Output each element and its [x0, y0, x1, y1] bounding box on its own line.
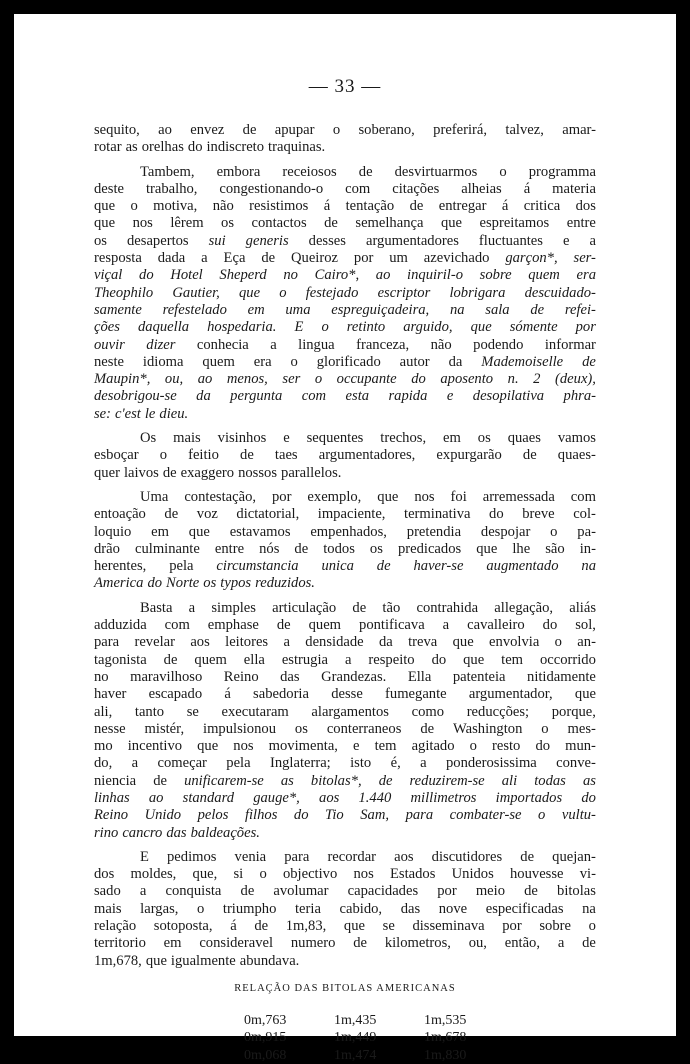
text-line: relação sotoposta, á de 1m,83, que se disseminava por sobre o	[94, 918, 596, 935]
paragraphs	[94, 122, 596, 970]
table-cell: 1m,535	[424, 1012, 467, 1028]
text-line: Os mais visinhos e sequentes trechos, em os quaes vamos	[140, 430, 596, 447]
text-line: sequito, ao envez de apupar o soberano, preferirá, talvez, amar-	[94, 122, 596, 138]
text-line: drão culminante entre nós de todos os predicados que lhe são in-	[94, 540, 596, 557]
text-line: E pedimos venia para recordar aos discutidores de quejan-	[140, 848, 596, 865]
text-line: dos moldes, que, si o objectivo nos Estados Unidos houvesse vi-	[94, 866, 596, 883]
text-line: neste idioma quem era o glorificado autor da Mademoiselle de	[94, 353, 596, 370]
text-line: territorio em consideravel numero de kilometros, ou, então, a de	[94, 935, 596, 952]
text-line: sado a conquista de avolumar capacidades por meio de bitolas	[94, 883, 596, 900]
text-line: herentes, pela circumstancia unica de haver-se augmentado na	[94, 558, 596, 575]
text-line: mo incentivo que nos movimenta, e tem agitado o resto do mun-	[94, 738, 596, 755]
text-line: rino cancro das baldeações.	[94, 824, 260, 841]
text-line: samente refestelado em uma espreguiçadeira, na sala de refei-	[94, 301, 596, 318]
text-line: resposta dada a Eça de Queiroz por um azevichado garçon*, ser-	[94, 250, 596, 267]
table-cell: 0m,915	[244, 1030, 287, 1046]
table-cell: 1m,474	[334, 1047, 377, 1063]
text-line: desobrigou-se da pergunta com esta rapida e desopilativa phra-	[94, 388, 596, 405]
text-line: se: c'est le dieu.	[94, 405, 189, 422]
gauge-table	[244, 1012, 494, 1064]
text-line: mais largas, o triumpho teria cabido, das nove especificadas na	[94, 900, 596, 917]
table-title: RELAÇÃO DAS BITOLAS AMERICANAS	[234, 982, 456, 994]
text-line: tagonista de quem ella estrugia a respeito do que tem occorrido	[94, 651, 596, 668]
text-line: para revelar aos leitores a densidade da treva que envolvia o an-	[94, 634, 596, 651]
table-row	[244, 1047, 494, 1064]
table-cell: 0m,763	[244, 1012, 287, 1028]
text-line: do, a começar pela Inglaterra; isto é, a ponderosissima conve-	[94, 755, 596, 772]
text-line: nesse mistér, impulsionou os conterraneos de Washington o mes-	[94, 720, 596, 737]
text-line: que o motiva, não resistimos á tentação de entregar á critica dos	[94, 198, 596, 215]
text-line: ali, tanto se executaram alargamentos como reducções; porque,	[94, 703, 596, 720]
text-line: Tambem, embora receiosos de desvirtuarmos o programma	[140, 163, 596, 180]
text-line: Maupin*, ou, ao menos, ser o occupante do aposento n. 2 (deux),	[94, 371, 596, 388]
text-line: 1m,678, que igualmente abundava.	[94, 952, 300, 969]
text-line: linhas ao standard gauge*, aos 1.440 millimetros importados do	[94, 789, 596, 806]
table-cell: 0m,068	[244, 1047, 287, 1063]
text-line: adduzida com emphase de quem pontificava a cavalleiro do sol,	[94, 617, 596, 634]
text-line: Uma contestação, por exemplo, que nos foi arremessada com	[140, 488, 596, 505]
table-cell: 1m,449	[334, 1030, 377, 1046]
text-line: Reino Unido pelos filhos do Tio Sam, para combater-se o vultu-	[94, 807, 596, 824]
body-text	[94, 122, 596, 1064]
book-page	[14, 14, 676, 1063]
table-cell: 1m,435	[334, 1012, 377, 1028]
table-cell: 1m,678	[424, 1030, 467, 1046]
table-row	[244, 1012, 494, 1029]
text-line: ouvir dizer conhecia a lingua franceza, não podendo informar	[94, 336, 596, 353]
text-line: Theophilo Gautier, que o festejado escriptor lobrigara descuidado-	[94, 284, 596, 301]
text-line: entoação de voz dictatorial, impaciente, terminativa do breve col-	[94, 506, 596, 523]
text-line: viçal do Hotel Sheperd no Cairo*, ao inquiril-o sobre quem era	[94, 267, 596, 284]
text-line: rotar as orelhas do indiscreto traquinas.	[94, 139, 326, 156]
text-line: America do Norte os typos reduzidos.	[94, 575, 315, 592]
text-line: loquio em que estavamos empenhados, pretendia despojar o pa-	[94, 523, 596, 540]
table-cell: 1m,830	[424, 1047, 467, 1063]
text-line: os desapertos sui generis desses argumentadores fluctuantes e a	[94, 232, 596, 249]
page-number: — 33 —	[308, 76, 382, 97]
text-line: quer laivos de exaggero nossos parallelos.	[94, 464, 342, 481]
text-line: Basta a simples articulação de tão contrahida allegação, aliás	[140, 599, 596, 616]
table-row	[244, 1029, 494, 1046]
text-line: esboçar o feitio de taes argumentadores, expurgarão de quaes-	[94, 447, 596, 464]
text-line: no maravilhoso Reino das Grandezas. Ella patenteia nitidamente	[94, 668, 596, 685]
text-line: que nos lêrem os contactos de semelhança que espreitamos entre	[94, 215, 596, 232]
text-line: niencia de unificarem-se as bitolas*, de reduzirem-se ali todas as	[94, 772, 596, 789]
text-line: deste trabalho, congestionando-o com citações alheias á materia	[94, 180, 596, 197]
text-line: haver escapado á sabedoria desse fumegante argumentador, que	[94, 686, 596, 703]
text-line: ções daquella hospedaria. E o retinto arguido, que sómente por	[94, 319, 596, 336]
